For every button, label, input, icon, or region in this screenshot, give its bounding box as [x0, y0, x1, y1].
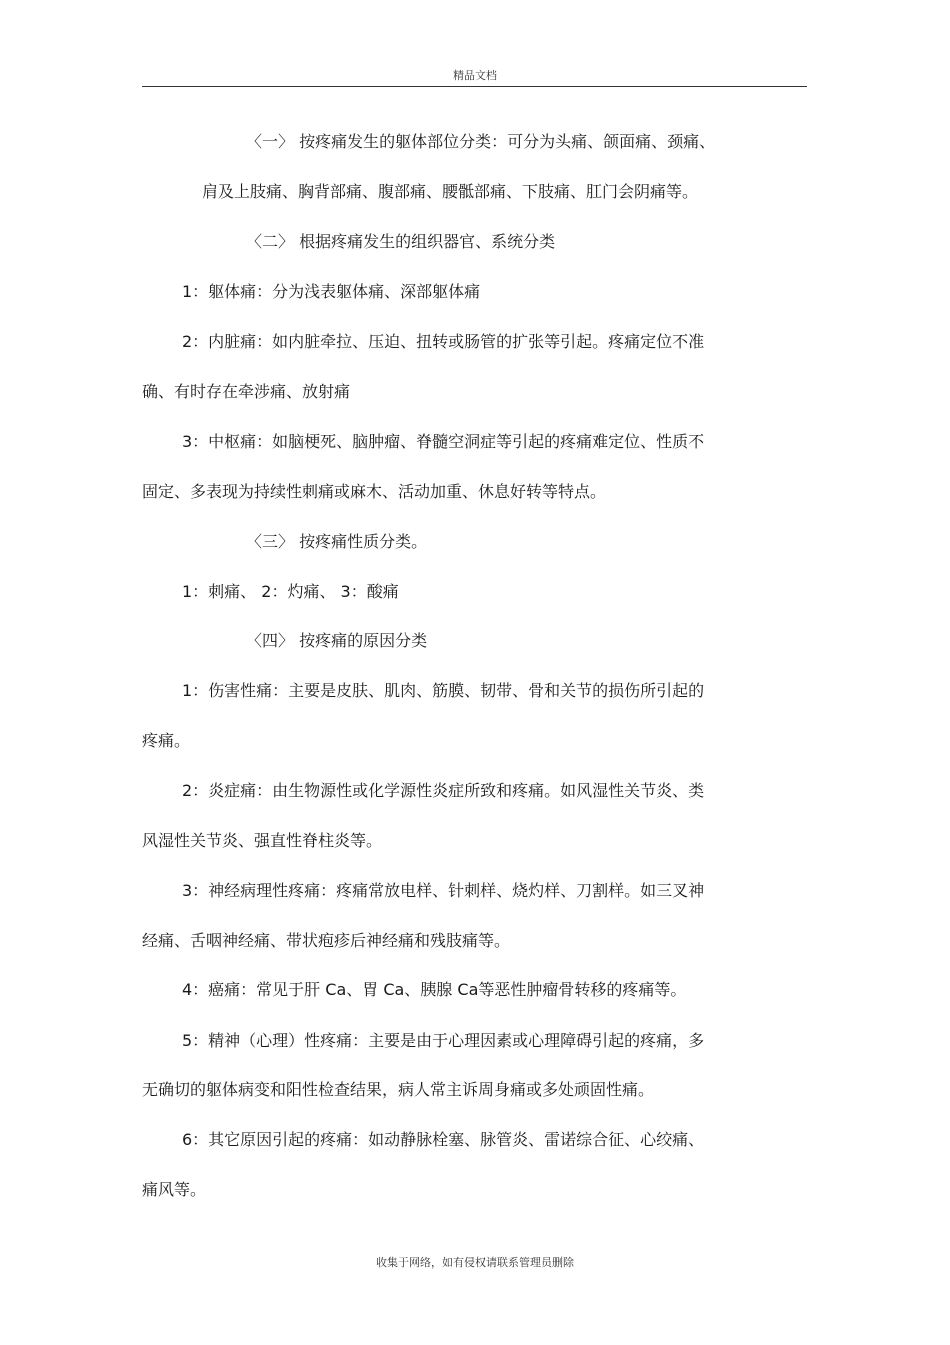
paragraph-line: 2：炎症痛：由生物源性或化学源性炎症所致和疼痛。如风湿性关节炎、类	[182, 781, 705, 800]
section-4-heading: 〈四〉 按疼痛的原因分类	[246, 631, 428, 650]
header-divider	[142, 86, 807, 87]
section-2-heading: 〈二〉 根据疼痛发生的组织器官、系统分类	[246, 232, 556, 251]
page-footer-note: 收集于网络，如有侵权请联系管理员删除	[376, 1256, 574, 1269]
paragraph-line: 疼痛。	[142, 731, 191, 750]
paragraph-line: 3：中枢痛：如脑梗死、脑肿瘤、脊髓空洞症等引起的疼痛难定位、性质不	[182, 432, 705, 451]
paragraph-line: 无确切的躯体病变和阳性检查结果，病人常主诉周身痛或多处顽固性痛。	[142, 1080, 655, 1099]
paragraph-line: 6：其它原因引起的疼痛：如动静脉栓塞、脉管炎、雷诺综合征、心绞痛、	[182, 1130, 705, 1149]
paragraph-line: 风湿性关节炎、强直性脊柱炎等。	[142, 831, 383, 850]
paragraph-line: 经痛、舌咽神经痛、带状疱疹后神经痛和残肢痛等。	[142, 931, 511, 950]
paragraph-line: 1：伤害性痛：主要是皮肤、肌肉、筋膜、韧带、骨和关节的损伤所引起的	[182, 681, 705, 700]
paragraph-line: 1：躯体痛：分为浅表躯体痛、深部躯体痛	[182, 282, 481, 301]
paragraph-line: 2：内脏痛：如内脏牵拉、压迫、扭转或肠管的扩张等引起。疼痛定位不准	[182, 332, 705, 351]
paragraph-line: 5：精神（心理）性疼痛：主要是由于心理因素或心理障碍引起的疼痛，多	[182, 1031, 705, 1050]
paragraph-line: 3：神经病理性疼痛：疼痛常放电样、针刺样、烧灼样、刀割样。如三叉神	[182, 881, 705, 900]
section-1-heading-line-2: 肩及上肢痛、胸背部痛、腹部痛、腰骶部痛、下肢痛、肛门会阴痛等。	[202, 182, 699, 201]
paragraph-line: 4：癌痛：常见于肝 Ca、胃 Ca、胰腺 Ca等恶性肿瘤骨转移的疼痛等。	[182, 980, 687, 999]
paragraph-line: 确、有时存在牵涉痛、放射痛	[142, 382, 351, 401]
paragraph-line: 痛风等。	[142, 1180, 207, 1199]
paragraph-line: 1：刺痛、 2：灼痛、 3：酸痛	[182, 582, 399, 601]
page-header-title: 精品文档	[453, 69, 497, 82]
section-1-heading-line-1: 〈一〉 按疼痛发生的躯体部位分类：可分为头痛、颌面痛、颈痛、	[246, 132, 716, 151]
paragraph-line: 固定、多表现为持续性刺痛或麻木、活动加重、休息好转等特点。	[142, 482, 607, 501]
section-3-heading: 〈三〉 按疼痛性质分类。	[246, 532, 428, 551]
